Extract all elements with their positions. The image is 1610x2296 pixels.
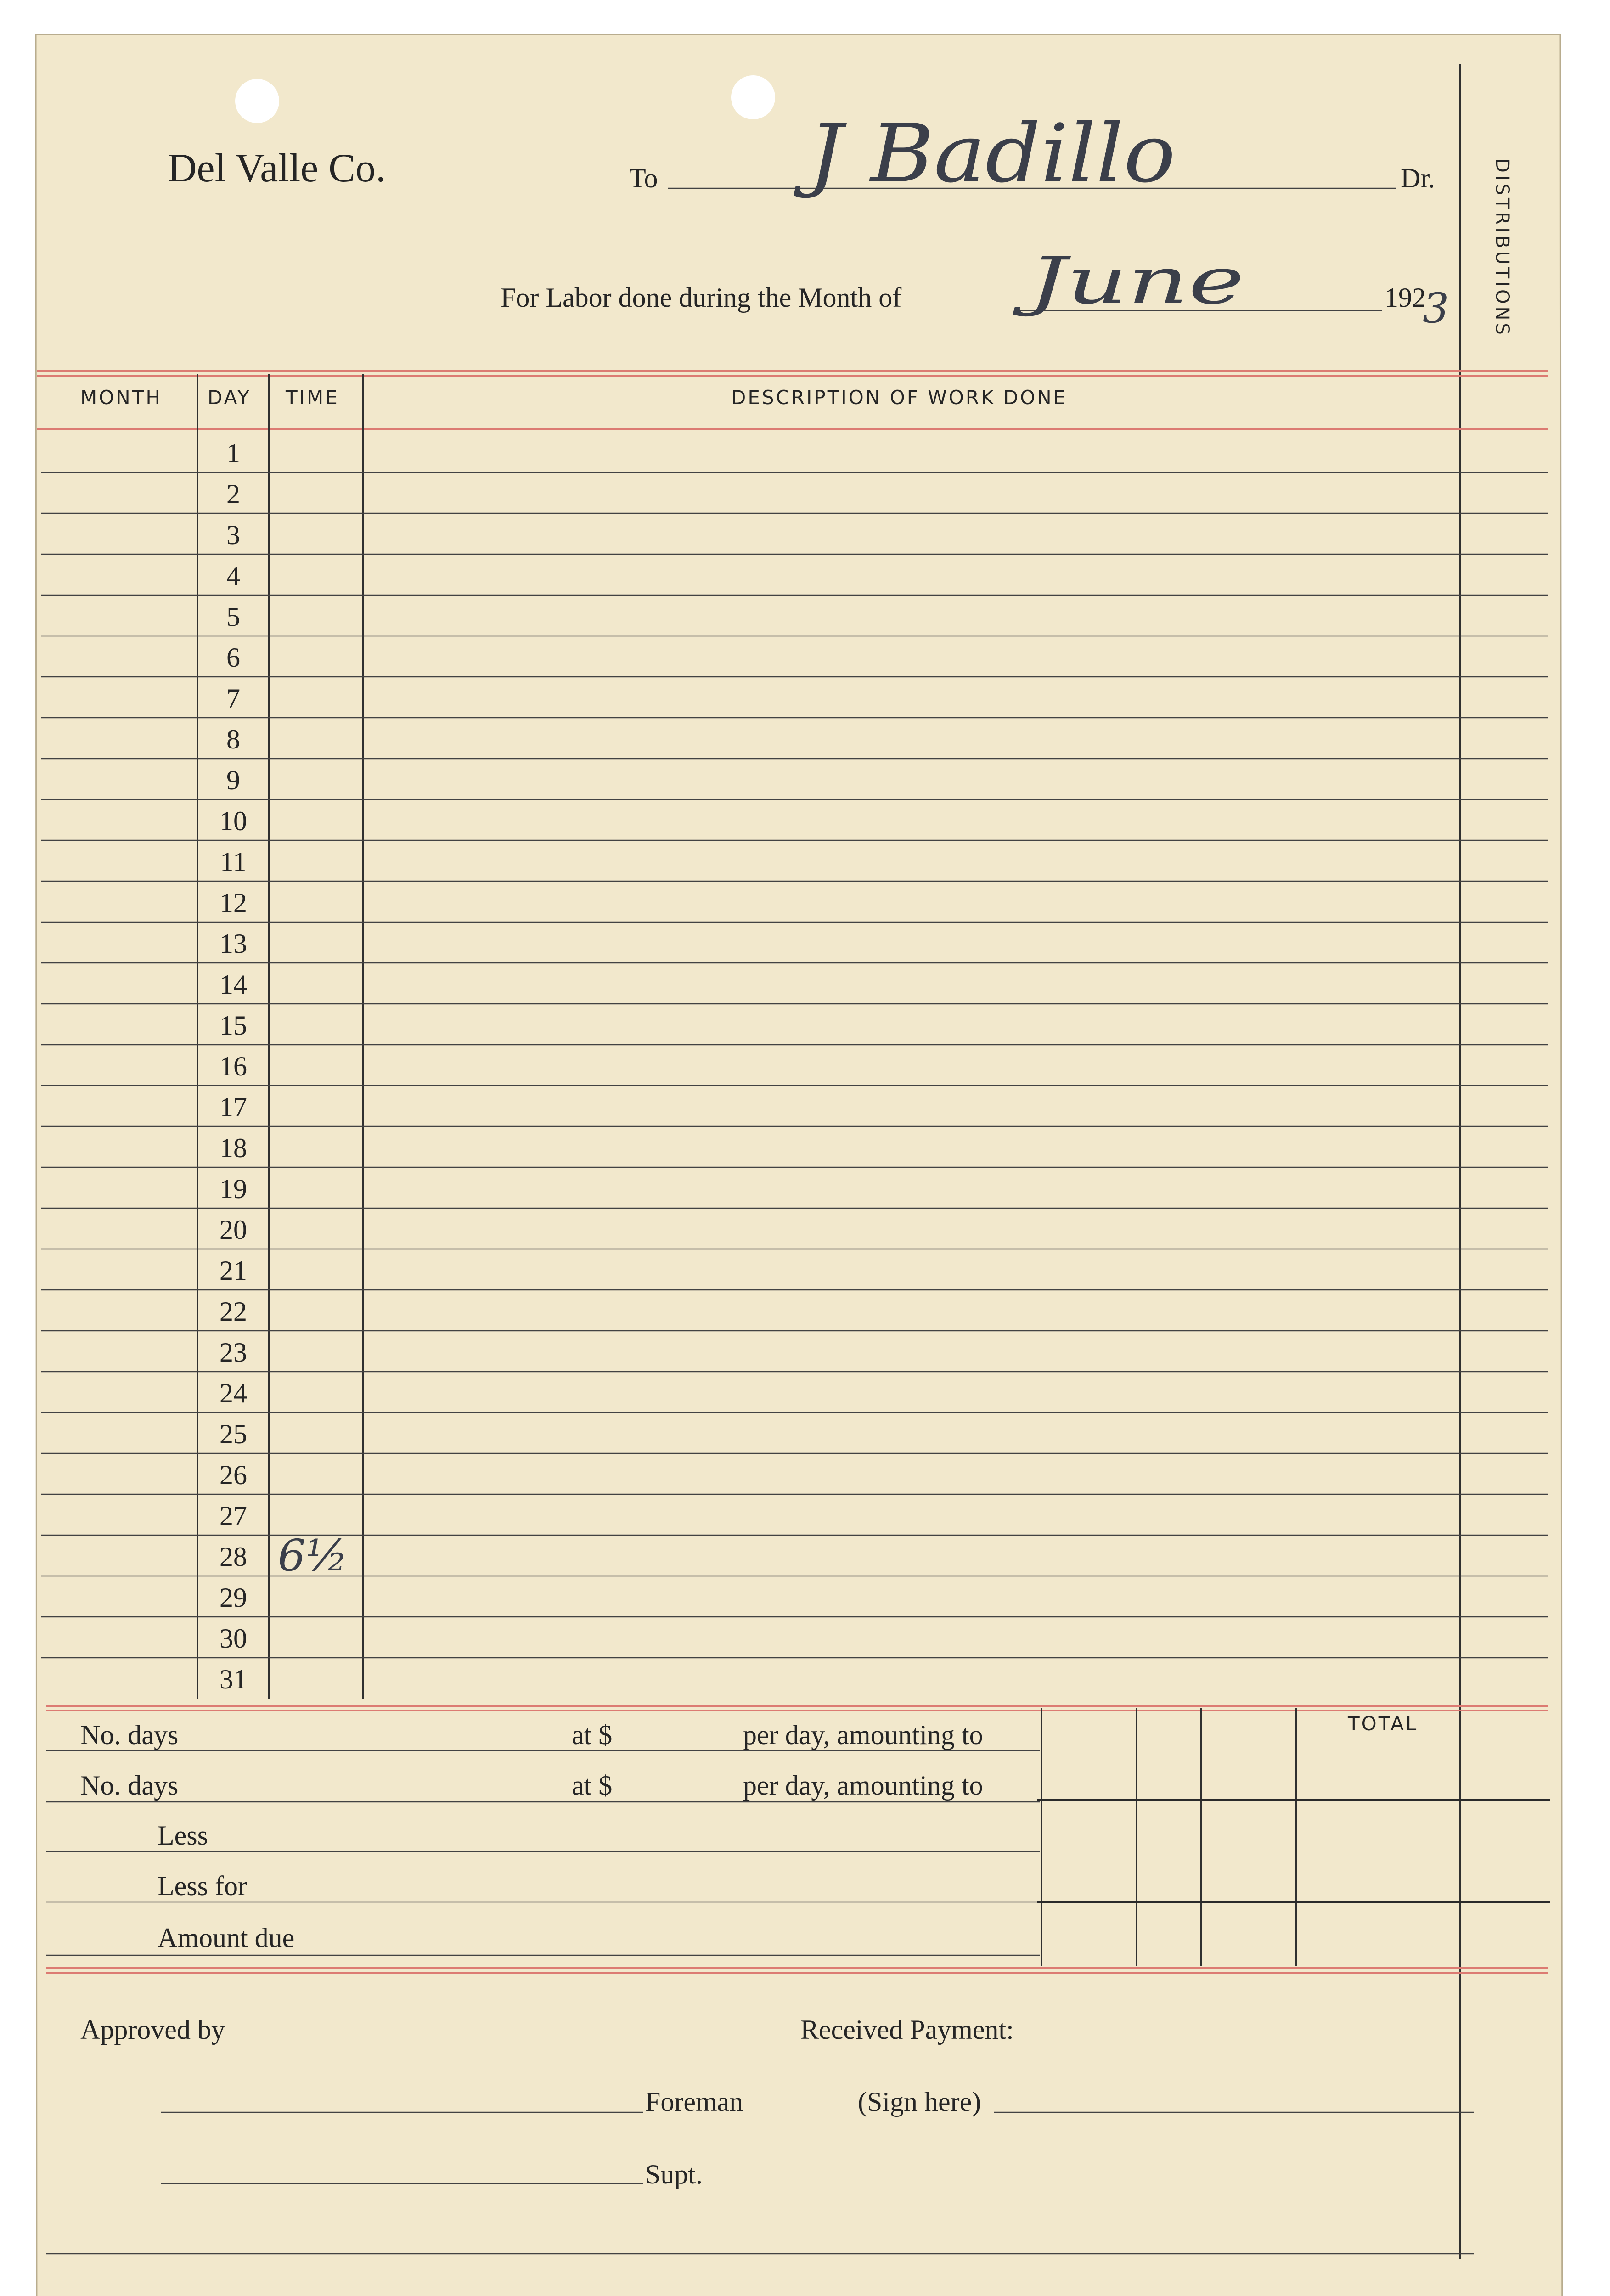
svg-text:J Badillo: J Badillo [793,107,1176,201]
distributions-label: DISTRIBUTIONS [1492,158,1513,338]
less-for-label: Less for [158,1871,247,1901]
day-number: 24 [220,1378,247,1408]
day-number: 17 [220,1092,247,1122]
day-number: 12 [220,888,247,918]
day-number: 18 [220,1133,247,1163]
day-number: 14 [220,969,247,1000]
approved-by-label: Approved by [80,2015,225,2045]
company-name: Del Valle Co. [168,146,386,191]
handwritten-name [794,107,1176,201]
no-days-label-1: No. days [80,1720,179,1750]
per-day-label-1: per day, amounting to [743,1720,983,1750]
day-number: 15 [220,1010,247,1041]
paper-sheet [36,34,1562,2296]
day-number: 1 [226,438,240,468]
day-number: 29 [220,1582,247,1613]
column-header-day: DAY [208,386,251,409]
day-number: 4 [226,561,240,591]
day-number: 16 [220,1051,247,1081]
day-number: 28 [220,1542,247,1572]
day-number: 10 [220,806,247,836]
labor-label: For Labor done during the Month of [501,282,902,313]
day-number: 19 [220,1174,247,1204]
column-header-time: TIME [286,386,339,409]
punch-hole-left [235,79,279,123]
punch-hole-right [731,75,775,119]
day-number: 11 [220,847,247,877]
day-number: 30 [220,1623,247,1654]
day-number: 23 [220,1337,247,1367]
day-number: 2 [226,479,240,509]
per-day-label-2: per day, amounting to [743,1770,983,1801]
dr-label: Dr. [1401,163,1435,193]
received-payment-label: Received Payment: [800,2015,1014,2045]
at-label-2: at $ [572,1770,613,1801]
day-number: 25 [220,1419,247,1449]
day-number: 6 [226,642,240,673]
column-header-month: MONTH [80,386,162,409]
to-label: To [629,163,658,193]
day-number: 31 [220,1664,247,1694]
column-header-description: DESCRIPTION OF WORK DONE [731,386,1068,409]
no-days-label-2: No. days [80,1770,179,1801]
svg-text:June: June [1012,244,1244,319]
handwritten-year: 3 [1423,284,1449,332]
day-number: 13 [220,929,247,959]
day-number: 21 [220,1255,247,1286]
day-number: 22 [220,1296,247,1327]
day-number: 3 [226,520,240,550]
day-number: 8 [226,724,240,754]
day-number: 26 [220,1460,247,1490]
at-label-1: at $ [572,1720,613,1750]
handwritten-month [1013,244,1244,319]
day-number: 7 [226,683,240,714]
day-number: 5 [226,602,240,632]
foreman-label: Foreman [645,2087,743,2117]
sign-here-label: (Sign here) [858,2087,981,2117]
year-label: 192 [1385,282,1426,313]
day-number: 9 [226,765,240,795]
day-number: 27 [220,1501,247,1531]
time-entry: 6½ [278,1531,348,1581]
amount-due-label: Amount due [158,1923,295,1953]
day-number: 20 [220,1215,247,1245]
total-label: TOTAL [1348,1712,1419,1735]
less-label: Less [158,1820,208,1851]
supt-label: Supt. [645,2159,703,2189]
